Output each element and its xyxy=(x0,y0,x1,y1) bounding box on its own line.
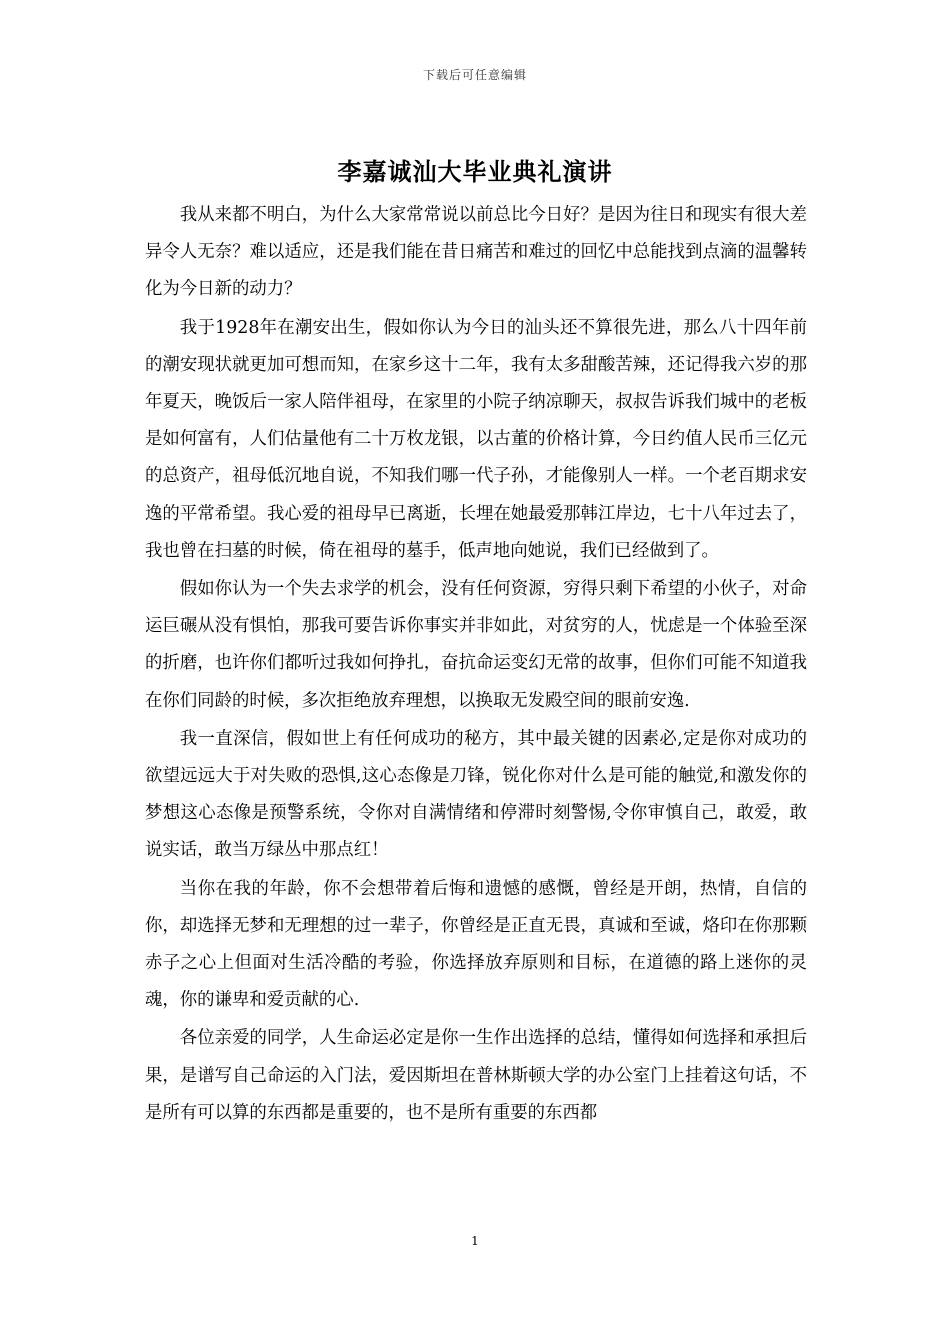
page-number: 1 xyxy=(471,1234,479,1248)
paragraph-3: 假如你认为一个失去求学的机会，没有任何资源，穷得只剩下希望的小伙子，对命运巨碾从没有惧怕，那我可要告诉你事实并非如此，对贫穷的人，忧虑是一个体验至深的折磨，也许你们都听过我如何挣扎，奋抗命运变幻无常的故事，但你们可能不知道我在你们同龄的时候，多次拒绝放弃理想，以换取无发殿空间的眼前安逸. xyxy=(145,579,807,711)
paragraph-2: 我于1928年在潮安出生，假如你认为今日的汕头还不算很先进，那么八十四年前的潮安现状就更加可想而知，在家乡这十二年，我有太多甜酸苦辣，还记得我六岁的那年夏天，晚饭后一家人陪伴祖母，在家里的小院子纳凉聊天，叔叔告诉我们城中的老板是如何富有，人们估量他有二十万枚龙银，以古董的价格计算，今日约值人民币三亿元的总资产，祖母低沉地自说，不知我们哪一代子孙，才能像别人一样。一个老百期求安逸的平常希望。我心爱的祖母早已离逝，长埋在她最爱那韩江岸边，七十八年过去了，我也曾在扫墓的时候，倚在祖母的墓手，低声地向她说，我们已经做到了。 xyxy=(145,317,807,561)
document-title: 李嘉诚汕大毕业典礼演讲 xyxy=(337,157,613,186)
header-note: 下载后可任意编辑 xyxy=(422,68,527,82)
paragraph-6: 各位亲爱的同学，人生命运必定是你一生作出选择的总结，懂得如何选择和承担后果，是谱写自己命运的入门法，爱因斯坦在普林斯顿大学的办公室门上挂着这句话，不是所有可以算的东西都是重要的，也不是所有重要的东西都 xyxy=(145,1028,807,1123)
document-body xyxy=(145,197,807,1133)
paragraph-1: 我从来都不明白，为什么大家常常说以前总比今日好？是因为往日和现实有很大差异令人无奈？难以适应，还是我们能在昔日痛苦和难过的回忆中总能找到点滴的温馨转化为今日新的动力？ xyxy=(145,205,807,300)
paragraph-5: 当你在我的年龄，你不会想带着后悔和遗憾的感慨，曾经是开朗，热情，自信的你，却选择无梦和无理想的过一辈子，你曾经是正直无畏，真诚和至诚，烙印在你那颗赤子之心上但面对生活冷酷的考验，你选择放弃原则和目标，在道德的路上迷你的灵魂，你的谦卑和爱贡献的心. xyxy=(145,878,807,1011)
paragraph-4: 我一直深信，假如世上有任何成功的秘方，其中最关键的因素必,定是你对成功的欲望远远大于对失败的恐惧,这心态像是刀锋，锐化你对什么是可能的触觉,和激发你的梦想这心态像是预警系统，令你对自满情绪和停滞时刻警惕,令你审慎自己，敢爱，敢说实话，敢当万绿丛中那点红！ xyxy=(145,728,807,861)
